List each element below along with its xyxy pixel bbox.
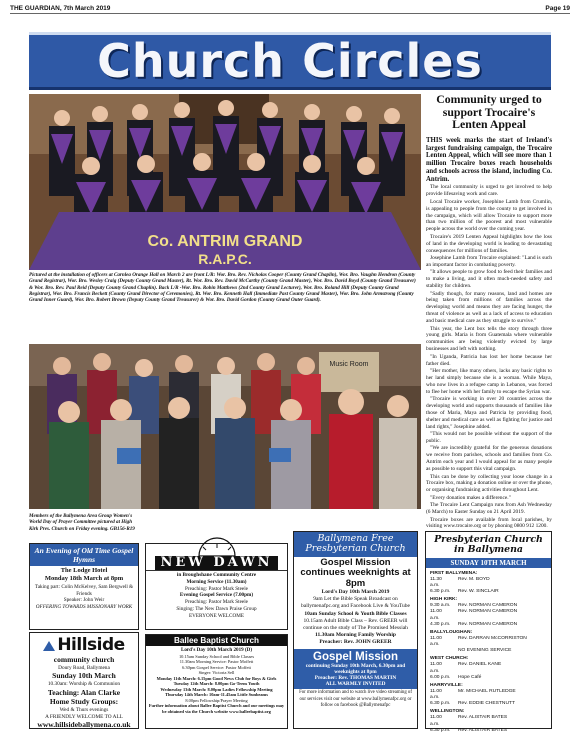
article-paragraph: Local Trocaire worker, Josephine Lamb from Crumlin, is appealing to people from the county to get involved in the campaign, which will allow Trocaire to support more than two million of the poorest and most vulnerable people across the world over the coming year. [426, 198, 552, 233]
sunrise-icon [187, 544, 247, 556]
groups-title: Home Study Groups: [49, 697, 119, 707]
service-date: Lord's Day 10th March 2019 (D) [180, 647, 253, 653]
service-date: Sunday 10th March [52, 671, 116, 681]
gm-title: Gospel Mission [313, 651, 398, 664]
article-paragraph: Trocaire's 2019 Lenten Appeal highlights how the loss of land in the developing world is leading to devastating consequences for millions of families. [426, 233, 552, 254]
line: EVERYONE WELCOME [188, 612, 245, 619]
service-time: 10.30am: Worship & Communion [47, 680, 121, 687]
article-paragraph: "Sadly though, for many reasons, land and homes are being taken from millions of families across the developing world and means they are facing hunger, the threat of violence as well as a lack of access to education and basic medical care as they struggle to survive." [426, 290, 552, 325]
church-subtitle: community church [53, 655, 115, 664]
groups-days: Wed & Thurs evenings [59, 706, 109, 713]
minister: Rev. EDDIE CHESTNUTT [458, 701, 515, 707]
article-paragraph: The Trocaire Lent Campaign runs from Ash Wednesday (6 March) to Easter Sunday on 21 April 2019. [426, 502, 552, 516]
line: Preaching: Pastor Mark Steele [185, 585, 248, 592]
page-number: Page 19 [545, 5, 570, 12]
congregation-name: HIGH KIRK: [430, 597, 458, 603]
line: Thursday 14th March: 10am-11.45am Little Sunbeams [165, 692, 268, 698]
article-paragraph: Josephine Lamb from Trocaire explained: "Land is such an important factor in combating poverty. [426, 254, 552, 268]
ad-date: Monday 18th March at 8pm [44, 575, 124, 583]
welcome: A FRIENDLY WELCOME TO ALL [45, 713, 123, 720]
article-lead: THIS week marks the start of Ireland's largest fundraising campaign, the Trocaire Lenten Appeal, which will see more than 1 million Trocaire boxes reach households and schools across the island, including Co. Antrim. [426, 137, 552, 183]
ad-ballymena-free-presbyterian [293, 531, 418, 729]
page-header [10, 2, 570, 14]
hill-logo-icon [43, 639, 55, 651]
line: Morning Service (11.30am) [186, 578, 247, 585]
ad-title: An Evening of Old Time Gospel Hymns [30, 544, 138, 566]
minister: NO EVENING SERVICE [458, 648, 512, 654]
congregation-name: HARRYVILLE: [430, 682, 463, 688]
gm-line: ALL WARMLY INVITED [325, 681, 386, 688]
title-line-2: in Ballymena [454, 544, 523, 556]
ad-offering: OFFERING TOWARDS MISSIONARY WORK [35, 604, 133, 611]
minister: Hope Café [458, 674, 482, 680]
cloth-text-1: Co. ANTRIM GRAND [147, 233, 303, 250]
church-name: NEW DAWN [155, 556, 277, 570]
time: 6.30 p.m. [430, 589, 451, 595]
line: Preaching: Pastor Mark Steele [185, 599, 248, 605]
ad-new-dawn [145, 543, 288, 630]
article-paragraph: "We are incredibly grateful for the generous donations we receive from parishes, schools and families from Co. Antrim each year and I would appeal for as many people as possible to support this vital campaign. [426, 445, 552, 473]
time: 6.30 p.m. [430, 727, 451, 733]
ad-presbyterian-ballymena [425, 531, 552, 733]
line: Monday 11th March: 6.15pm Good News Club for Boys & Girls [156, 675, 277, 681]
minister: Rev. W. SINCLAIR [458, 589, 499, 595]
church-name: Hillside [57, 635, 125, 655]
service-date: Lord's Day 10th March 2019 [321, 589, 390, 596]
ad-taking-part: Taking part: Colin McKelvey, Sam Bergwell & Friends [34, 583, 134, 597]
location: in Broughshane Community Centre [176, 572, 257, 578]
church-name: Ballee Baptist Church [146, 635, 287, 646]
title-line-2: Presbyterian Church [305, 543, 406, 555]
line: 10.15am Sunday School and Bible Classes [178, 653, 255, 659]
article-paragraph: This can be done by collecting your loose change in a Trocaire box, making a donation online or over the phone, or organising fundraising activities throughout Lent. [426, 473, 552, 494]
photo-grand-officers [29, 94, 421, 270]
time: 4.30 p.m. [430, 621, 451, 627]
time: 9.30 a.m. [430, 603, 451, 609]
line: Singing: The New Dawn Praise Group [176, 605, 257, 612]
congregation-list [426, 568, 551, 735]
article-paragraph: "Trocaire is working in over 20 countries across the developing world and supports thousands of families like those of Maria, Maya and Patricia by providing food, shelter and medical care as well as fighting for justice and land rights," Josephine added. [426, 396, 552, 430]
ad-hillside [29, 632, 139, 729]
minister: Rev. NORMAN CAMERON [458, 621, 518, 627]
time: 11.00 a.m. [430, 688, 442, 701]
congregation-name: WELLINGTON: [430, 709, 465, 715]
group-photo-illustration [29, 94, 421, 270]
line: Evening Gospel Service (7.00pm) [179, 592, 254, 599]
title-line-1: Ballymena Free [317, 533, 394, 544]
minister: Rev. NORMAN CAMERON [458, 603, 518, 609]
minister: Rev. DARRAN McCORRISTON [458, 635, 527, 641]
minister: Rev. NORMAN CAMERON [458, 609, 518, 615]
article-paragraph: The local community is urged to get involved to help provide lifesaving work and care. [426, 184, 552, 198]
article-paragraph: "It allows people to grow food to feed their families and to make a living, and it often much-needed safety and stability for children. [426, 269, 552, 290]
ad-gospel-hymns [29, 543, 139, 630]
line: 10.15am Adult Bible Class – Rev. GREER will continue on the study of The Promised Messiah [303, 617, 408, 631]
committee-photo-illustration [29, 344, 421, 509]
time: 11.00 a.m. [430, 715, 442, 727]
minister: Rev. M. BOYD [458, 576, 490, 582]
ad-speaker: Speaker: John Weir [63, 597, 105, 604]
time [430, 648, 452, 654]
time: 6.00 p.m. [430, 674, 451, 680]
line: 8.00pm Fellowship/Prayer Meeting [185, 697, 248, 703]
line: 9am Let the Bible Speak Broadcast on ballymenafpc.org and Facebook Live & YouTube [301, 596, 410, 610]
congregation-name: WEST CHURCH: [430, 656, 469, 662]
publication-date: THE GUARDIAN, 7th March 2019 [10, 5, 111, 12]
article-headline: Community urged to support Trocaire's Lenten Appeal [436, 92, 542, 132]
article-paragraph: "Every donation makes a difference." [430, 494, 511, 501]
time: 11.30 a.m. [430, 576, 442, 588]
minister: Rev. DANIEL KANE [458, 662, 502, 668]
line: Tuesday 12th March: 8.00pm Go-Teens Youth [173, 681, 260, 687]
line: 11.30am Morning Service: Pastor Moffett [179, 659, 254, 665]
congregation-name: BALLYLOUGHAN: [430, 629, 473, 635]
line: Preacher: Rev. JOHN GREER [319, 639, 392, 646]
cloth-text-2: R.A.P.C. [198, 251, 252, 267]
section-banner [29, 32, 551, 90]
time: 11.00 a.m. [430, 662, 442, 674]
line: 6.30pm Gospel Service: Pastor Moffett [182, 664, 251, 670]
article-paragraph: "In Uganda, Patricia has lost her home because her father died. [426, 353, 552, 367]
website-link[interactable]: www.hillsideballymena.co.uk [37, 720, 131, 730]
article-body [426, 137, 552, 540]
article-paragraph: This year, the Lent box tells the story through three young girls. Maria is from Guatemala where vulnerable communities are being violently evicted by large businesses and left with nothing. [426, 325, 552, 353]
gm-line: continuing Sunday 10th March, 6.30pm and weeknights at 8pm [305, 663, 406, 676]
line: Singer: Victoria Sell [198, 670, 235, 676]
time: 11.00 a.m. [430, 635, 442, 648]
time: 6.30 p.m. [430, 701, 451, 707]
article-paragraph: Trocaire boxes are available from local parishes, by visiting www.trocaire.org or by phoning 0800 912 1200. [426, 516, 552, 530]
photo-caption-2: Members of the Ballymena Area Group Women's World Day of Prayer Committee pictured at High Kirk Pres. Church on Friday evening. GB156-R19 [29, 513, 135, 532]
church-address: Doury Road, Ballymena [58, 664, 110, 671]
banner-title: Church Circles [97, 34, 483, 88]
ad-ballee-baptist [145, 634, 288, 729]
footer: For more information and to watch live video streaming of our services visit our website at www.ballymenafpc.org or follow on facebook @Ballymenafpc [299, 690, 412, 708]
minister: Rev. ALISTAIR BATES [458, 715, 508, 721]
time: 11.00 a.m. [430, 609, 442, 621]
room-sign: Music Room [329, 361, 369, 368]
teaching: Teaching: Alan Clarke [47, 687, 121, 697]
title-line-1: Presbyterian Church [434, 534, 543, 545]
service-date: SUNDAY 10TH MARCH [426, 558, 551, 568]
article-paragraph: "This would not be possible without the support of the public. [426, 431, 552, 445]
article-paragraph: "Her mother, like many others, lacks any basic rights to her land simply because she is a woman. While Maya, who now lives in a refugee camp in Lebanon, was forced to flee her home with her family to escape the Syrian war. [426, 367, 552, 395]
ad-venue: The Lodge Hotel [60, 567, 108, 574]
congregation-name: FIRST BALLYMENA: [430, 570, 478, 576]
minister: Rev. ALISTAIR BATES [458, 727, 508, 733]
gospel-mission-panel [294, 649, 417, 689]
photo-prayer-committee [29, 344, 421, 509]
photo-caption-1: Pictured at the installation of officers at Carnlea Orange Hall on March 2 are front L/R: Wor. Bro. Rev. Nicholas Cooper (County Grand Chaplin), Wor. Bro. Vaughn Hendron (County Grand Registrar), Wor. Bro. Wesley Craig (Deputy County Grand Master), Rt. Wor. Bro. Rev. David McCarthy (County Grand Master), Wor. Bro. David Boyd (County Grand Treasurer) & Wor. Bro. Rev. Paul Reid (Deputy County Grand Chaplin). Back L/R -Wor. Bro. Robin Matthews (2nd County Grand Lecturer), Wor. Bro. Roland Hill (Deputy County Grand Registrar), Wor. Bro. Francis Beckett (County Grand Director of Ceremonies), Rt. Wor. Bro. Kenneth Hall (Immediate Past County Grand Master), Wor. Bro. John Armstrong (County Grand Inner Guard), Wor. Bro. Robert Brown (Deputy County Grand Treasurer) & Wor. Bro. David Gordon (County Grand Outer Guard). [29, 272, 416, 304]
line: 11.30am Morning Family Worship [315, 632, 396, 639]
footer: Further information about Ballee Baptist Church and our meetings may be obtained via the Church website www.balleebaptist.org [148, 703, 285, 714]
minister: Mr. MICHAEL RUTLEDGE [458, 688, 516, 694]
mission-heading: Gospel Mission continues weeknights at 8pm [300, 556, 411, 589]
line: 10am Sunday School & Youth Bible Classes [304, 610, 407, 617]
gm-line: Preacher: Rev. THOMAS MARTIN [314, 675, 397, 682]
line: Wednesday 13th March: 8.00pm Ladies Fellowship Meeting [160, 686, 273, 692]
